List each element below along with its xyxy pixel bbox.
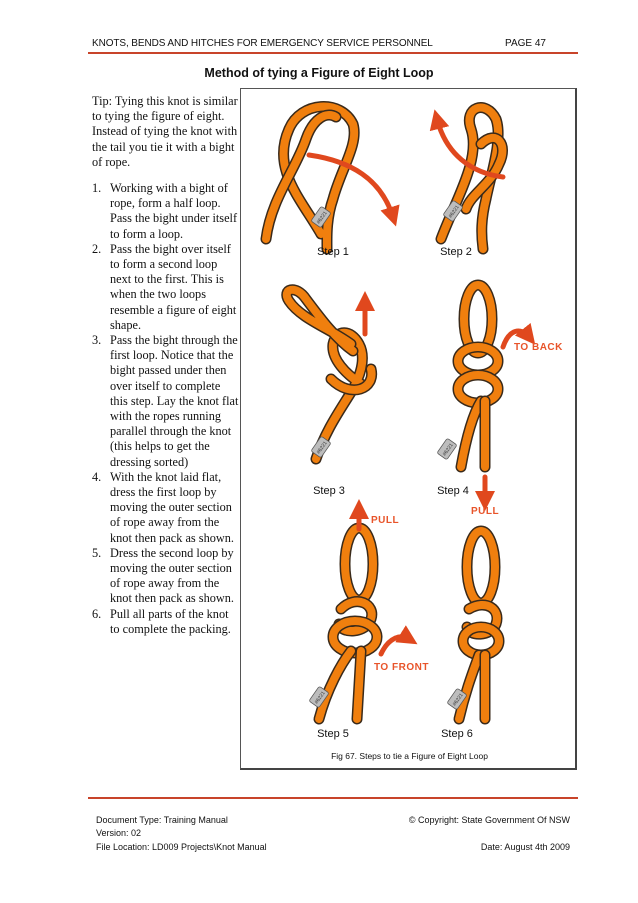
step5-label: Step 5 [317,728,349,740]
step3-label: Step 3 [313,485,345,497]
step2-label: Step 2 [440,246,472,258]
figure-illustrations: #6221 Step 1 Step 2 Step 3 Step 4 Step 5 Step 6 [241,89,578,771]
footer-copyright: © Copyright: State Government Of NSW [408,815,570,825]
step-item: 6. Pull all parts of the knot to complete the packing. [92,606,231,636]
step-item: 3. Pass the bight through the first loop. Notice that the bight passed under then over itself to complete this step. Lay the knot flat with the ropes running parallel through the knot (this helps to get the dressing sorted) [92,333,239,469]
step6-illustration [447,531,499,719]
step1-label: Step 1 [317,246,349,258]
step4-label: Step 4 [437,485,469,497]
step-item: 1. Working with a bight of rope, form a half loop. Pass the bight under itself to form a loop. [92,181,238,241]
footer-doc-type: Document Type: Training Manual [96,815,228,825]
pull-label-step5: PULL [371,515,400,526]
step6-label: Step 6 [441,728,473,740]
tip-paragraph: Tip: Tying this knot is similar to tying the figure of eight. Instead of tying the knot with the tail you tie it with a bight of rope. [92,94,238,169]
section-title: Method of tying a Figure of Eight Loop [204,66,434,80]
to-back-label: TO BACK [514,342,563,353]
step-item: 5. Dress the second loop by moving the outer section of rope away from the knot then pack as shown. [92,545,234,606]
pull-label-step4: PULL [471,506,500,517]
header-title: KNOTS, BENDS AND HITCHES FOR EMERGENCY SERVICE PERSONNEL [92,38,433,49]
step-item: 4. With the knot laid flat, dress the first loop by moving the outer section of rope away from the knot then pack as shown. [92,469,234,545]
footer-version: Version: 02 [96,828,142,838]
footer-file-location: File Location: LD009 Projects\Knot Manual [96,842,267,852]
steps-list [92,181,240,637]
step4-illustration [437,285,529,501]
to-front-label: TO FRONT [374,662,429,673]
step-item: 2. Pass the bight over itself to form a second loop next to the first. This is when the two loops resemble a figure of eight shape. [92,241,237,332]
step2-illustration [437,108,503,249]
footer-divider [88,797,578,799]
footer-date: Date: August 4th 2009 [480,842,570,852]
step5-illustration [309,509,409,719]
step3-illustration [287,290,372,459]
page-number: PAGE 47 [505,38,546,49]
figure-box [234,87,577,770]
header-divider [88,52,578,54]
step1-illustration [266,107,393,249]
figure-caption: Fig 67. Steps to tie a Figure of Eight Loop [331,751,488,761]
